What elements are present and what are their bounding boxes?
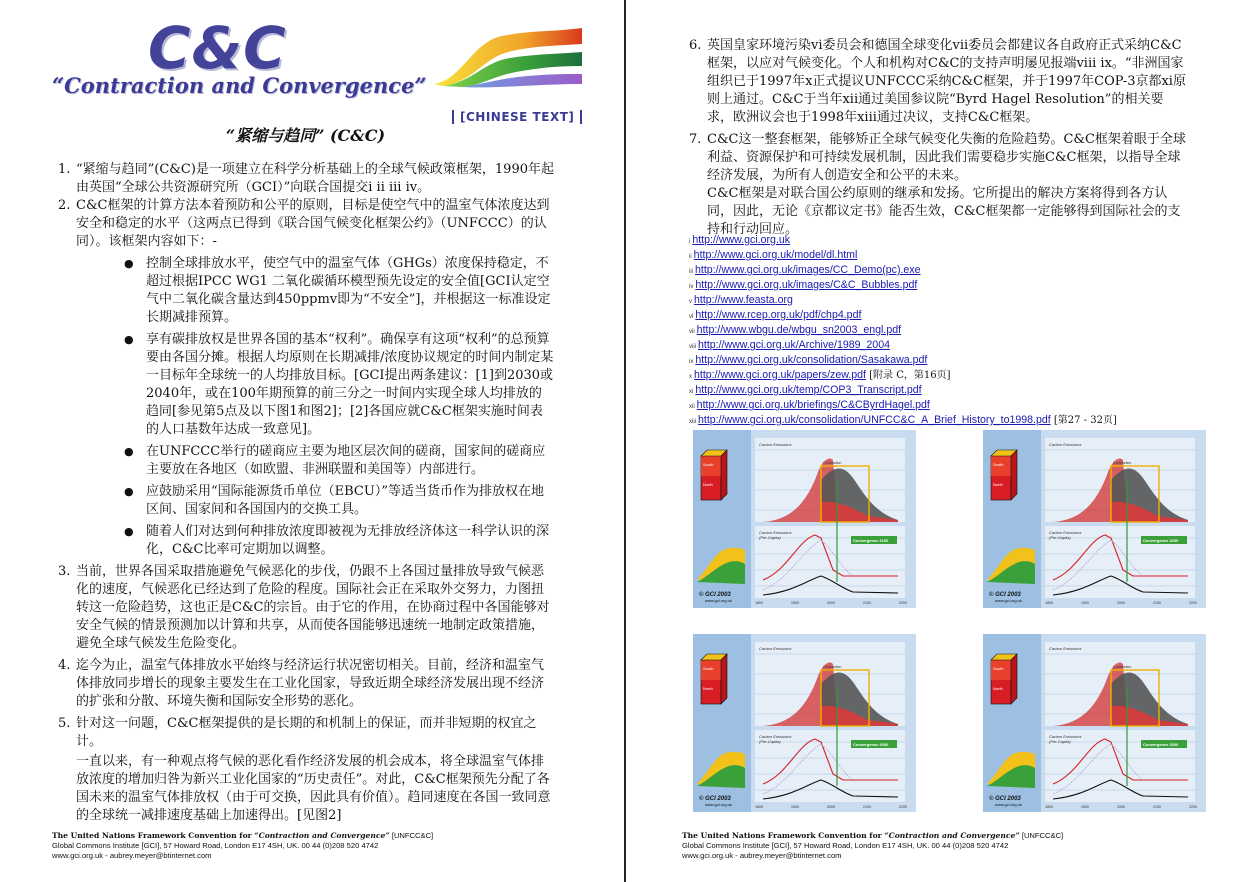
reference-number: iii	[689, 269, 693, 275]
reference-link[interactable]: http://www.gci.org.uk/briefings/C&CByrdHagel.pdf	[696, 399, 930, 411]
list-item	[58, 161, 556, 197]
top-chart-label: Carbon Emissions	[1049, 442, 1082, 447]
year-tick-label: 1900	[791, 601, 799, 605]
reference-link[interactable]: http://www.wbgu.de/wbgu_sn2003_engl.pdf	[696, 324, 902, 336]
block-side	[721, 450, 727, 500]
paragraph-text: 一直以来，有一种观点将气候的恶化看作经济发展的机会成本，将全球温室气体排放浓度的增加归咎为新兴工业化国家的“历史责任”。对此，C&C框架预先分配了各国未来的温室气体排放权（由于可交换，因此具有价值）。趋同速度在各国一致同意的全球统一减排速度基础上加速得出。[见图2]	[76, 754, 551, 823]
year-tick-label: 2000	[1117, 805, 1125, 809]
site-label: www.gci.org.uk	[705, 802, 732, 807]
footer	[52, 831, 433, 861]
reference-number: viii	[689, 344, 696, 350]
year-tick-label: 1800	[755, 805, 763, 809]
reference-note: [附录 C，第16页]	[865, 370, 951, 381]
list-item	[58, 657, 556, 711]
bottom-chart-label-2: (Per-Capita)	[1049, 739, 1071, 744]
year-tick-label: 1900	[1081, 601, 1089, 605]
reference-item	[689, 309, 1117, 324]
top-chart-label: Carbon Emissions	[1049, 646, 1082, 651]
reference-number: xii	[689, 404, 695, 410]
bullet-icon: ●	[124, 525, 134, 538]
bullet-text: 应鼓励采用“国际能源货币单位（EBCU）”等适当货币作为排放权在地区间、国家间和各国国内的交换工具。	[146, 484, 544, 517]
reference-item	[689, 249, 1117, 264]
copyright-label: © GCI 2003	[699, 796, 731, 802]
reference-link[interactable]: http://www.gci.org.uk	[692, 234, 791, 246]
block-side	[1011, 654, 1017, 704]
year-tick-label: 1800	[1045, 601, 1053, 605]
bottom-chart-label-1: Carbon Emissions	[759, 530, 792, 535]
reference-link[interactable]: http://www.gci.org.uk/consolidation/Sasakawa.pdf	[695, 354, 928, 366]
reference-link[interactable]: http://www.gci.org.uk/model/dl.html	[693, 249, 858, 261]
bullet-text: 随着人们对达到何种排放浓度即被视为无排放经济体这一科学认识的深化，C&C比率可定期加以调整。	[146, 524, 550, 557]
bullet-item	[124, 443, 554, 479]
reference-item	[689, 399, 1117, 414]
south-label: South	[703, 462, 714, 467]
left-body	[58, 161, 556, 825]
item-number: 6.	[689, 38, 702, 53]
item-text: 迄今为止，温室气体排放水平始终与经济运行状况密切相关。目前，经济和温室气体排放同步增长的现象主要发生在工业化国家，导致近期全球经济发展出现不经济的扩张和分散、环境失衡和国际安全形势的恶化。	[76, 658, 545, 709]
reference-number: xiii	[689, 419, 696, 425]
footer-line-3: www.gci.org.uk - aubrey.meyer@btinternet.com	[682, 851, 842, 860]
item-number: 2.	[58, 198, 71, 213]
cc-chart-panel	[693, 634, 916, 812]
document-title: “紧缩与趋同” (C&C)	[226, 126, 386, 145]
south-label: South	[703, 666, 714, 671]
right-body	[689, 37, 1187, 239]
reference-link[interactable]: http://www.rcep.org.uk/pdf/chp4.pdf	[695, 309, 862, 321]
year-tick-label: 2200	[1189, 805, 1197, 809]
block-side	[721, 654, 727, 704]
reference-item	[689, 279, 1117, 294]
reference-number: ii	[689, 254, 692, 260]
year-tick-label: 2200	[1189, 601, 1197, 605]
list-item	[58, 715, 556, 751]
year-tick-label: 2000	[827, 601, 835, 605]
reference-item	[689, 264, 1117, 279]
bottom-chart-label-2: (Per-Capita)	[1049, 535, 1071, 540]
reference-number: x	[689, 374, 692, 380]
reference-number: ix	[689, 359, 694, 365]
bullet-text: 在UNFCCC举行的磋商应主要为地区层次间的磋商，国家间的磋商应主要放在各地区（如欧盟、非洲联盟和美国等）内部进行。	[146, 444, 546, 477]
bottom-chart-label-1: Carbon Emissions	[759, 734, 792, 739]
top-chart-label: Carbon Emissions	[759, 646, 792, 651]
reference-item	[689, 324, 1117, 339]
list-item	[58, 563, 556, 653]
site-label: www.gci.org.uk	[995, 598, 1022, 603]
top-chart-label: Carbon Emissions	[759, 442, 792, 447]
year-tick-label: 2100	[863, 601, 871, 605]
contraction-label: Contraction	[823, 665, 842, 669]
cc-chart-figure	[983, 430, 1206, 608]
bottom-chart-label-1: Carbon Emissions	[1049, 734, 1082, 739]
logo-subtitle: “Contraction and Convergence”	[52, 73, 427, 98]
reference-item	[689, 234, 1117, 249]
copyright-label: © GCI 2003	[989, 592, 1021, 598]
convergence-label: Convergence 2030	[1143, 538, 1179, 543]
reference-item	[689, 339, 1117, 354]
contraction-label: Contraction	[823, 461, 842, 465]
reference-item	[689, 384, 1117, 399]
bullet-icon: ●	[124, 333, 134, 346]
reference-item	[689, 414, 1117, 429]
convergence-label: Convergence 2030	[853, 742, 889, 747]
bullet-text: 控制全球排放水平，使空气中的温室气体（GHGs）浓度保持稳定，不超过根据IPCC WG1 二氧化碳循环模型预先设定的安全值[GCI认定空气中二氧化碳含量达到450ppmv即为“不安全”]，并根据这一标准设定长期减排预算。	[146, 256, 551, 325]
year-tick-label: 1900	[1081, 805, 1089, 809]
item-text: C&C框架的计算方法本着预防和公平的原则，目标是使空气中的温室气体浓度达到安全和稳定的水平（这两点已得到《联合国气候变化框架公约》（UNFCCC）的认同）。该框架内容如下：-	[76, 198, 550, 249]
item-text: 针对这一问题，C&C框架提供的是长期的和机制上的保证，而并非短期的权宜之计。	[76, 716, 537, 749]
references-list	[689, 234, 1117, 429]
year-tick-label: 2200	[899, 805, 907, 809]
site-label: www.gci.org.uk	[705, 598, 732, 603]
item-number: 1.	[58, 162, 71, 177]
paragraph	[58, 753, 556, 825]
bullet-icon: ●	[124, 445, 134, 458]
reference-number: iv	[689, 284, 694, 290]
reference-link[interactable]: http://www.gci.org.uk/papers/zew.pdf	[694, 369, 866, 381]
bullet-list	[124, 255, 554, 559]
footer-line-3: www.gci.org.uk - aubrey.meyer@btinternet.com	[52, 851, 212, 860]
reference-link[interactable]: http://www.gci.org.uk/images/CC_Demo(pc).exe	[695, 264, 921, 276]
item-text: 当前，世界各国采取措施避免气候恶化的步伐，仍跟不上各国过量排放导致气候恶化的速度，气候恶化已经达到了危险的程度。国际社会正在采取外交努力，力图扭转这一危险趋势，这也正是C&C的宗旨。由于它的作用，在协商过程中各国能够对安全气候的情景预测加以计算和共享，从而使各国能够迅速统一地制定政策措施，避免全球气候发生危险变化。	[76, 564, 550, 651]
site-label: www.gci.org.uk	[995, 802, 1022, 807]
paragraph-text: C&C框架是对联合国公约原则的继承和发扬。它所提出的解决方案将得到各方认同，因此，无论《京都议定书》能否生效，C&C框架都一定能够得到国际社会的支持和行动回应。	[707, 186, 1181, 237]
block-side	[1011, 450, 1017, 500]
item-number: 4.	[58, 658, 71, 673]
south-label: South	[993, 666, 1004, 671]
item-text: “紧缩与趋同”(C&C)是一项建立在科学分析基础上的全球气候政策框架，1990年起由英国“全球公共资源研究所（GCI）”向联合国提交i ii iii iv。	[76, 162, 554, 195]
bullet-item	[124, 483, 554, 519]
footer-line-2: Global Commons Institute [GCI], 57 Howard Road, London E17 4SH, UK. 00 44 (0)208 520 4742	[682, 841, 1009, 850]
year-tick-label: 1900	[791, 805, 799, 809]
left-page	[0, 0, 624, 882]
reference-note: [第27 - 32页]	[1050, 415, 1117, 426]
convergence-label: Convergence 2030	[1143, 742, 1179, 747]
convergence-label: Convergence 2100	[853, 538, 889, 543]
reference-item	[689, 294, 1117, 309]
north-label: North	[703, 482, 713, 487]
bottom-chart-label-1: Carbon Emissions	[1049, 530, 1082, 535]
cc-chart-panel	[983, 634, 1206, 812]
year-tick-label: 2100	[1153, 601, 1161, 605]
year-tick-label: 1800	[1045, 805, 1053, 809]
contraction-label: Contraction	[1113, 461, 1132, 465]
reference-number: vi	[689, 314, 694, 320]
footer-line-2: Global Commons Institute [GCI], 57 Howard Road, London E17 4SH, UK. 00 44 (0)208 520 4742	[52, 841, 379, 850]
footer	[682, 831, 1063, 861]
footer-line-1: The United Nations Framework Convention for “Contraction and Convergence” [UNFCC&C]	[682, 831, 1064, 840]
reference-link[interactable]: http://www.gci.org.uk/temp/COP3_Transcript.pdf	[695, 384, 922, 396]
year-tick-label: 2000	[1117, 601, 1125, 605]
north-label: North	[993, 686, 1003, 691]
copyright-label: © GCI 2003	[989, 796, 1021, 802]
south-label: South	[993, 462, 1004, 467]
bottom-chart-label-2: (Per-Capita)	[759, 535, 781, 540]
copyright-label: © GCI 2003	[699, 592, 731, 598]
item-text: C&C这一整套框架，能够矫正全球气候变化失衡的危险趋势。C&C框架着眼于全球利益、资源保护和可持续发展机制，因此我们需要稳步实施C&C框架，以指导全球经济发展，为所有人创造安全和公平的未来。	[707, 132, 1186, 183]
north-label: North	[993, 482, 1003, 487]
reference-item	[689, 354, 1117, 369]
cc-chart-figure	[983, 634, 1206, 812]
year-tick-label: 1800	[755, 601, 763, 605]
reference-number: xi	[689, 389, 694, 395]
bullet-item	[124, 331, 554, 439]
cc-chart-panel	[693, 430, 916, 608]
cc-chart-panel	[983, 430, 1206, 608]
reference-link[interactable]: http://www.gci.org.uk/images/C&C_Bubbles.pdf	[695, 279, 918, 291]
year-tick-label: 2100	[1153, 805, 1161, 809]
list-item	[58, 197, 556, 251]
year-tick-label: 2200	[899, 601, 907, 605]
year-tick-label: 2000	[827, 805, 835, 809]
reference-item	[689, 369, 1117, 384]
list-item	[689, 37, 1187, 127]
paragraph	[689, 185, 1187, 239]
reference-number: i	[689, 239, 691, 245]
item-number: 5.	[58, 716, 71, 731]
item-number: 3.	[58, 564, 71, 579]
reference-link[interactable]: http://www.feasta.org	[694, 294, 793, 306]
reference-link[interactable]: http://www.gci.org.uk/consolidation/UNFCC&C_A_Brief_History_to1998.pdf	[698, 414, 1051, 426]
cc-chart-figure	[693, 634, 916, 812]
item-text: 英国皇家环境污染vi委员会和德国全球变化vii委员会都建议各自政府正式采纳C&C框架，以应对气候变化。个人和机构对C&C的支持声明屡见报端viii ix。“非洲国家组织已于1997年x正式提议UNFCCC采纳C&C框架，并于1997年COP-3京都xi原则上通过。C&C于当年xii通过美国参议院“Byrd Hagel Resolution”的相关要求，欧洲议会也于1998年xiii通过决议，支持C&C框架。	[707, 38, 1186, 125]
right-page	[627, 0, 1253, 882]
footer-line-1: The United Nations Framework Convention for “Contraction and Convergence” [UNFCC&C]	[52, 831, 434, 840]
bullet-text: 享有碳排放权是世界各国的基本“权利”。确保享有这项“权利”的总预算要由各国分摊。根据人均原则在长期减排/浓度协议规定的时间内制定某一目标年全球统一的人均排放目标。[GCI提出两条建议：[1]到2030或2040年，或在100年期预算的前三分之一时间内实现全球人均排放的趋同[参见第5点及以下图1和图2]；[2]各国应就C&C框架实施时间表的人口基数年达成一致意见]。	[146, 332, 554, 437]
bullet-item	[124, 523, 554, 559]
bullet-item	[124, 255, 554, 327]
item-number: 7.	[689, 132, 702, 147]
list-item	[689, 131, 1187, 185]
logo-cc: C&C	[148, 14, 287, 82]
chinese-text-label: [CHINESE TEXT]	[452, 110, 582, 124]
page-divider	[624, 0, 626, 882]
contraction-label: Contraction	[1113, 665, 1132, 669]
bottom-chart-label-2: (Per-Capita)	[759, 739, 781, 744]
reference-number: v	[689, 299, 692, 305]
logo-graphic-icon	[432, 22, 584, 88]
reference-number: vii	[689, 329, 695, 335]
year-tick-label: 2100	[863, 805, 871, 809]
north-label: North	[703, 686, 713, 691]
cc-chart-figure	[693, 430, 916, 608]
bullet-icon: ●	[124, 485, 134, 498]
reference-link[interactable]: http://www.gci.org.uk/Archive/1989_2004	[698, 339, 890, 351]
bullet-icon: ●	[124, 257, 134, 270]
